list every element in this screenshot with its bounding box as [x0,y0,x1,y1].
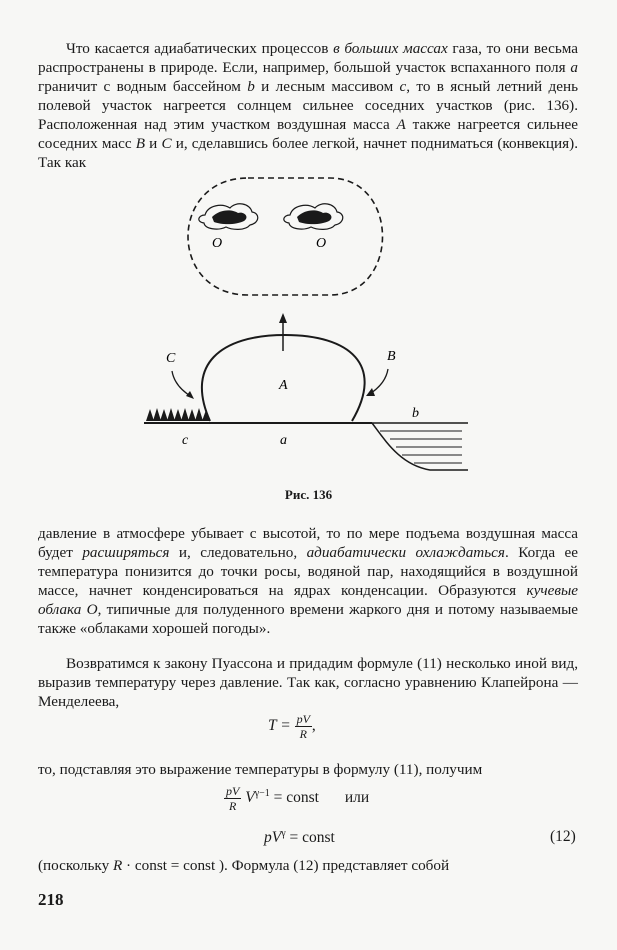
forest-trees-icon [146,408,210,421]
figure-136-convection-diagram [0,165,617,485]
label-cloud-o-right: O [316,236,327,251]
paragraph-substitution: то, подставляя это выражение температуры в формулу (11), получим [38,761,483,778]
formula-intermediate: $\frac{pV}{R}$ $V^{\gamma-1}$ = const или [226,784,370,813]
formula-12-number: (12) [550,828,576,845]
label-water-b: b [412,406,419,421]
label-mass-b: B [387,349,396,364]
paragraph-formula-12-note: (поскольку R · const = const ). Формула (12) представляет собой [38,857,450,874]
label-air-mass-a: A [279,378,288,393]
paragraph-poisson-law: Возвратимся к закону Пуассона и придадим формуле (11) несколько иной вид, выразив температуру через давление. Так как, согласно уравнению Клапейрона — Менделеева, [38,655,578,710]
page-number: 218 [38,890,64,909]
formula-12: $pV^\gamma$ = const [264,828,335,847]
label-cloud-o-left: O [212,236,223,251]
paragraph-cloud-formation: давление в атмосфере убывает с высотой, то по мере подъема воздушная масса будет расширяться и, следовательно, адиабатически охлаждаться. Когда ее температура понизится до точки росы, водяной пар, находящийся в воздушной массе, начнет конденсироваться на ядрах конденсации. Образуются кучевые облака O, типичные для полуденного времени жаркого дня и потому называемые также «облаками хорошей погоды». [38,525,579,637]
water-basin [372,423,468,470]
cumulus-cloud-left [199,204,258,230]
label-forest-c: c [182,433,189,448]
cumulus-cloud-right [284,204,343,230]
formula-temperature: T = $\frac{pV}{R}$ , [268,712,316,741]
figure-caption: Рис. 136 [284,487,333,502]
label-field-a: a [280,433,287,448]
paragraph-adiabatic-intro: Что касается адиабатических процессов в больших массах газа, то они весьма распространены в природе. Если, например, большой участок вспаханного поля a граничит с водным бассейном b и лесным массивом c, то в ясный летний день полевой участок нагреется солнцем сильнее соседних участков (рис. 136). Расположенная над этим участком воздушная масса A также нагреется сильнее соседних масс B и C и, сделавшись более легкой, начнет подниматься (конвекция). Так как [38,40,578,171]
label-mass-c: C [166,351,176,366]
